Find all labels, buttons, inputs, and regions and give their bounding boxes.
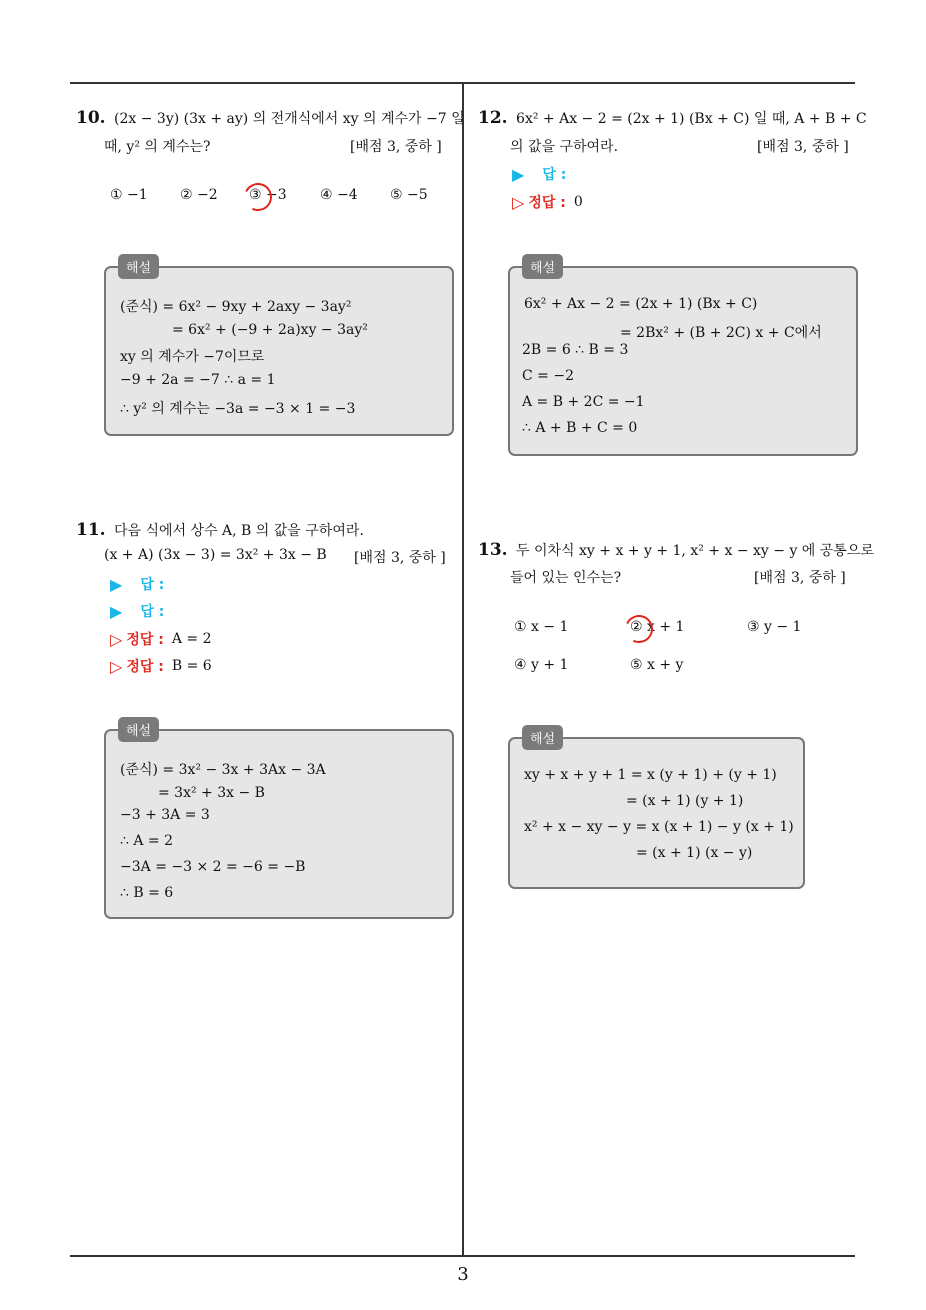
q12-line1 [478,108,867,128]
answer-label: 답 : [140,577,165,593]
q12-number: 12. [478,108,508,128]
correct-label: 정답 : [528,195,566,211]
q11-score-meta: [배점 3, 중하 ] [354,550,446,566]
play-outline-icon: ▷ [110,629,123,649]
q10-score-meta: [배점 3, 중하 ] [350,139,442,155]
q11-explain-line-5: −3A = −3 × 2 = −6 = −B [120,859,306,875]
q12-explain-line-3: 2B = 6 ∴ B = 3 [522,342,629,358]
q11-line1 [76,520,364,540]
q11-explain-line-4: ∴ A = 2 [120,833,174,849]
q12-answer-row[interactable] [512,164,566,184]
q11-correct-row-1 [110,629,212,649]
q12-score-meta: [배점 3, 중하 ] [757,139,849,155]
q13-choice-5[interactable]: ⑤ x + y [630,657,684,673]
q10-choice-4[interactable]: ④ −4 [320,187,358,203]
q13-choice-3[interactable]: ③ y − 1 [747,619,802,635]
q12-explain-line-5: A = B + 2C = −1 [522,394,645,410]
q12-stem: 6x² + Ax − 2 = (2x + 1) (Bx + C) 일 때, A + B + C [516,111,867,127]
q11-answer-row-2[interactable] [110,601,164,621]
q12-explain-line-2: = 2Bx² + (B + 2C) x + C에서 [620,325,822,341]
q11-explain-line-6: ∴ B = 6 [120,885,174,901]
column-divider [462,83,464,1256]
explanation-tag: 해설 [522,254,563,279]
q10-line1 [76,108,465,128]
q10-line2: 때, y² 의 계수는? [104,139,211,155]
q10-choice-3[interactable]: ③ −3 [249,187,287,203]
q13-choice-4[interactable]: ④ y + 1 [514,657,569,673]
q11-explanation-box [104,724,454,919]
q11-explain-line-3: −3 + 3A = 3 [120,807,210,823]
q11-answer-row-1[interactable] [110,574,164,594]
q11-correct-a: A = 2 [171,631,212,647]
q11-number: 11. [76,520,106,540]
q10-explain-line-1: (준식) = 6x² − 9xy + 2axy − 3ay² [120,299,352,315]
play-outline-icon: ▷ [512,192,525,212]
q11-correct-b: B = 6 [171,658,212,674]
explanation-tag: 해설 [522,725,563,750]
q13-line1 [478,540,874,560]
answer-label: 답 : [140,604,165,620]
q12-correct-row [512,192,583,212]
q13-explanation-box [508,732,805,889]
q13-number: 13. [478,540,508,560]
q11-stem: 다음 식에서 상수 A, B 의 값을 구하여라. [114,523,364,539]
q10-explanation-box [104,261,454,436]
q12-line2: 의 값을 구하여라. [510,139,619,155]
bottom-rule [70,1255,855,1257]
answer-circle-mark [621,611,657,647]
play-icon: ▶ [110,574,123,594]
play-icon: ▶ [512,164,525,184]
play-icon: ▶ [110,601,123,621]
correct-label: 정답 : [126,659,164,675]
q13-score-meta: [배점 3, 중하 ] [754,570,846,586]
q13-explain-line-1: xy + x + y + 1 = x (y + 1) + (y + 1) [524,767,777,783]
explanation-tag: 해설 [118,717,159,742]
q13-explain-line-4: = (x + 1) (x − y) [636,845,753,861]
q10-explain-line-5: ∴ y² 의 계수는 −3a = −3 × 1 = −3 [120,401,356,417]
answer-label: 답 : [542,167,567,183]
explanation-tag: 해설 [118,254,159,279]
play-outline-icon: ▷ [110,656,123,676]
q10-explain-line-3: xy 의 계수가 −7이므로 [120,349,265,365]
page-number: 3 [457,1264,469,1285]
q12-explain-line-4: C = −2 [522,368,574,384]
answer-circle-mark [240,179,276,215]
q12-explain-line-6: ∴ A + B + C = 0 [522,420,638,436]
q10-explain-line-4: −9 + 2a = −7 ∴ a = 1 [120,372,276,388]
q11-correct-row-2 [110,656,212,676]
q12-explanation-box [508,261,858,456]
q12-explain-line-1: 6x² + Ax − 2 = (2x + 1) (Bx + C) [524,296,758,312]
q12-correct-value: 0 [573,194,583,210]
q13-explain-line-2: = (x + 1) (y + 1) [626,793,744,809]
q11-explain-line-2: = 3x² + 3x − B [158,785,265,801]
q10-choice-2[interactable]: ② −2 [180,187,218,203]
q13-explain-line-3: x² + x − xy − y = x (x + 1) − y (x + 1) [524,819,794,835]
q13-choice-1[interactable]: ① x − 1 [514,619,569,635]
q13-line2: 들어 있는 인수는? [510,570,622,586]
q13-stem: 두 이차식 xy + x + y + 1, x² + x − xy − y 에 공통으로 [516,543,874,559]
q10-choice-1[interactable]: ① −1 [110,187,148,203]
q10-number: 10. [76,108,106,128]
q10-choice-5[interactable]: ⑤ −5 [390,187,428,203]
q11-line2: (x + A) (3x − 3) = 3x² + 3x − B [104,547,327,563]
correct-label: 정답 : [126,632,164,648]
q11-explain-line-1: (준식) = 3x² − 3x + 3Ax − 3A [120,762,326,778]
q10-explain-line-2: = 6x² + (−9 + 2a)xy − 3ay² [172,322,368,338]
q10-stem: (2x − 3y) (3x + ay) 의 전개식에서 xy 의 계수가 −7 일 [114,111,465,127]
q13-choice-2[interactable]: ② x + 1 [630,619,685,635]
